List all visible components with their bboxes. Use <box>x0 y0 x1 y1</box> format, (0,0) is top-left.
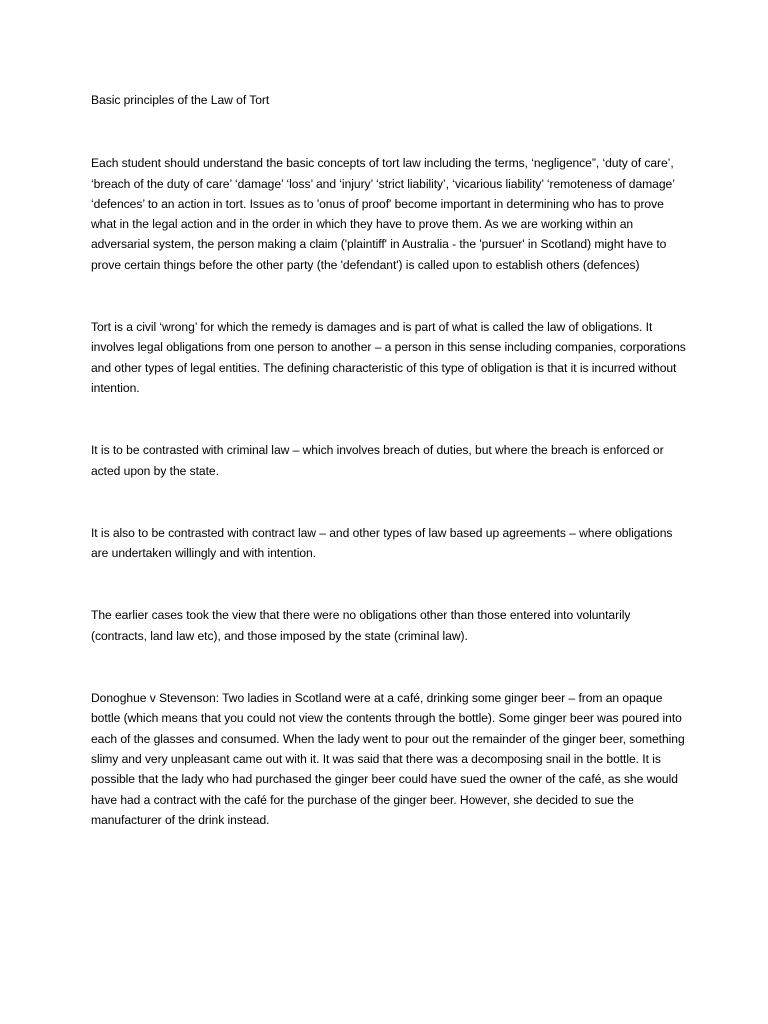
document-title: Basic principles of the Law of Tort <box>91 93 270 107</box>
paragraph-criminal-law-contrast: It is to be contrasted with criminal law – which involves breach of duties, but where the breach is enforced or acted upon by the state. <box>91 443 664 478</box>
paragraph-tort-concepts: Each student should understand the basic concepts of tort law including the terms, ‘negligence”, ‘duty of care’, ‘breach of the duty of care’ ‘damage’ ‘loss’ and ‘injury’ ‘strict liability’, ‘vicarious liability’ ‘remoteness of damage’ ‘defences’ to an action in tort. Issues as to 'onus of proof' become important in determining who has to prove what in the legal action and in the order in which they have to prove them. As we are working within an adversarial system, the person making a claim ('plaintiff' in Australia - the 'pursuer' in Scotland) might have to prove certain things before the other party (the 'defendant') is called upon to establish others (defences) <box>91 156 675 272</box>
paragraph-tort-definition: Tort is a civil ‘wrong’ for which the remedy is damages and is part of what is called the law of obligations. It involves legal obligations from one person to another – a person in this sense including companies, corporations and other types of legal entities. The defining characteristic of this type of obligation is that it is incurred without intention. <box>91 320 686 395</box>
paragraph-earlier-cases: The earlier cases took the view that there were no obligations other than those entered into voluntarily (contracts, land law etc), and those imposed by the state (criminal law). <box>91 608 631 643</box>
document-body <box>91 90 689 872</box>
paragraph-contract-law-contrast: It is also to be contrasted with contract law – and other types of law based up agreements – where obligations are undertaken willingly and with intention. <box>91 525 673 561</box>
paragraph-donoghue-v-stevenson: Donoghue v Stevenson: Two ladies in Scotland were at a café, drinking some ginger beer – from an opaque bottle (which means that you could not view the contents through the bottle). Some ginger beer was poured into each of the glasses and consumed. When the lady went to pour out the remainder of the ginger beer, something slimy and very unpleasant came out with it. It was said that there was a decomposing snail in the bottle. It is possible that the lady who had purchased the ginger beer could have sued the owner of the café, as she would have had a contract with the café for the purchase of the ginger beer. However, she decided to sue the manufacturer of the drink instead. <box>91 691 685 827</box>
